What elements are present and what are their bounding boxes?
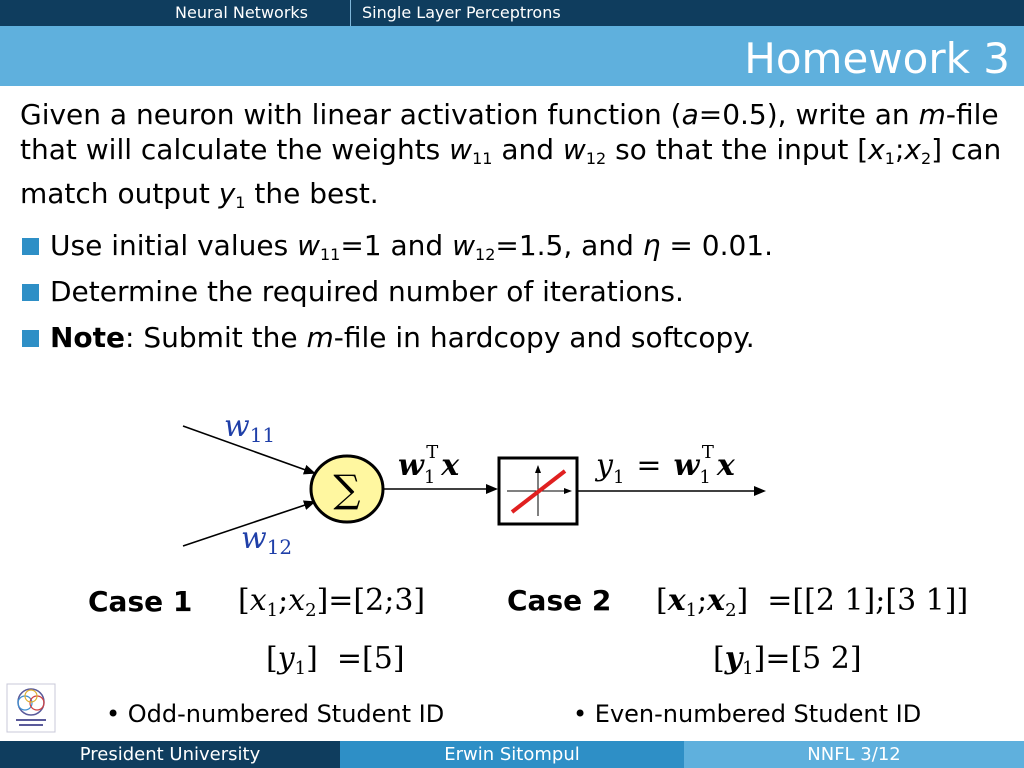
output-equation: $y_1 = w_1T$ x: [596, 442, 735, 488]
weight-label-w12: $w_{12}$: [241, 521, 293, 559]
net-input-label: $w_1T$ x: [398, 442, 460, 488]
bullet-square-icon: [22, 330, 39, 347]
slide-title: Homework 3: [744, 34, 1010, 83]
section-label-single-layer: Single Layer Perceptrons: [362, 3, 561, 22]
intro-paragraph: Given a neuron with linear activation function (a=0.5), write an m-file that will calculate the weights $w_{11}$ and $w_{12}$ so that the input $[x_1;x_2]$ can match output $y_1$ the best.: [20, 98, 1002, 212]
bullet-iterations: Determine the required number of iterations.: [20, 274, 773, 320]
section-divider: [350, 0, 351, 26]
footer-page-number: NNFL 3/12: [684, 741, 1024, 768]
top-nav-bar: [0, 0, 1024, 26]
footer-bar: [0, 741, 1024, 768]
footer-institution: President University: [0, 741, 340, 768]
weight-label-w11: $w_{11}$: [224, 409, 276, 447]
bullet-note: Note: Submit the m-file in hardcopy and softcopy.: [20, 320, 773, 366]
case1-label: Case 1: [88, 585, 193, 618]
title-bar: [0, 26, 1024, 86]
even-student-note: • Even-numbered Student ID: [573, 700, 922, 728]
bullet-square-icon: [22, 238, 39, 255]
section-label-neural-networks: Neural Networks: [175, 3, 309, 22]
bullet-initial-values: Use initial values $w_{11}=1$ and $w_{12}=1.5$, and η = 0.01.: [20, 228, 773, 274]
case2-output-equation: $[y_1]=[5$ 2]: [713, 641, 862, 679]
sigma-icon: ∑: [333, 467, 361, 511]
case1-output-equation: $[y_1] =[5]$: [266, 641, 405, 679]
president-university-logo-icon: [6, 683, 56, 733]
case2-label: Case 2: [507, 584, 612, 617]
odd-student-note: • Odd-numbered Student ID: [106, 700, 445, 728]
bullet-list: [20, 228, 773, 366]
case1-input-equation: $[x_1;x_2]=[2;3]$: [238, 583, 426, 621]
bullet-square-icon: [22, 284, 39, 301]
case2-input-equation: $[x_1;x_2] =[[2$ 1];[3 1]]: [656, 583, 969, 621]
neuron-diagram: [0, 395, 1024, 565]
footer-author: Erwin Sitompul: [340, 741, 684, 768]
